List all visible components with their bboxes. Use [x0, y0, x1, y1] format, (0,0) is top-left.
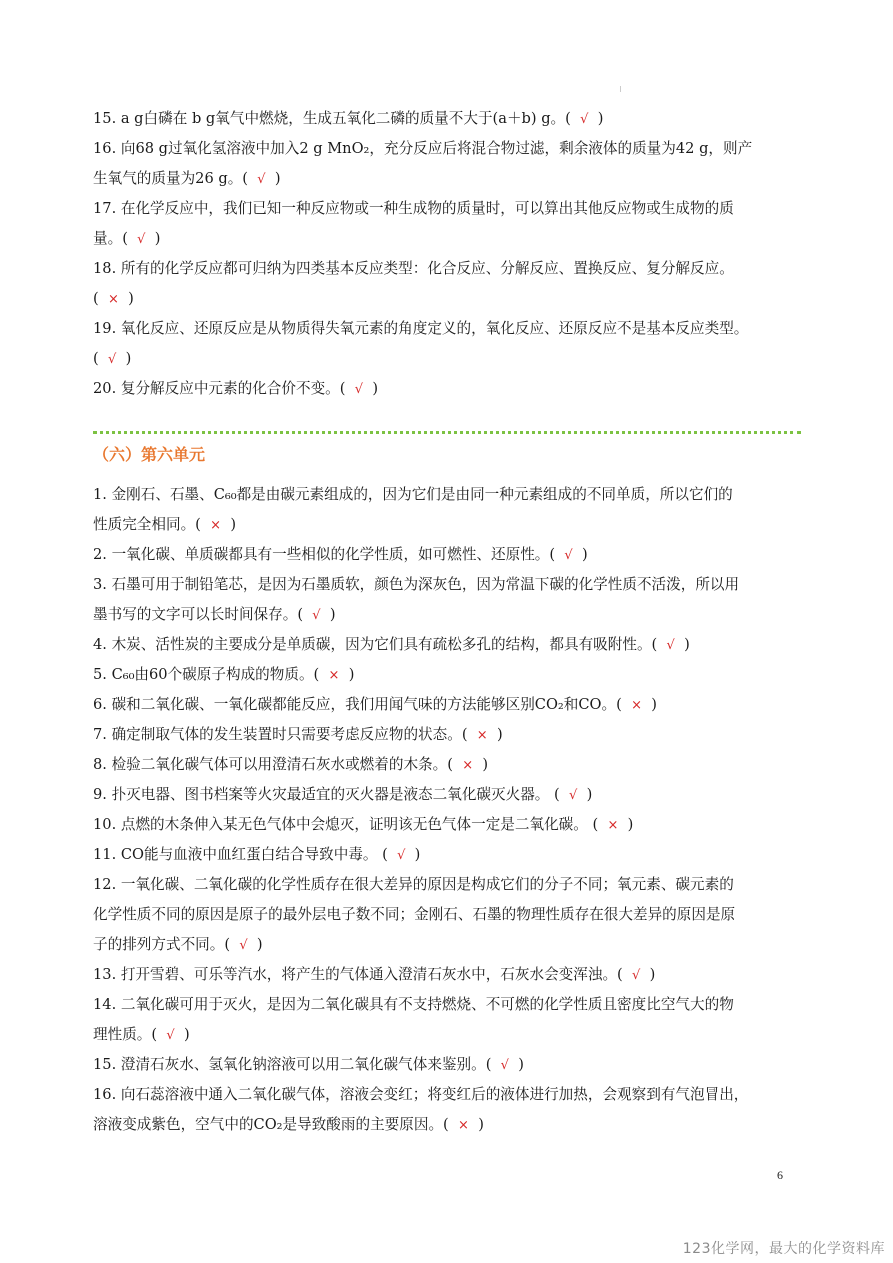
watermark-text: 123化学网，最大的化学资料库 [682, 1241, 885, 1257]
question-text: 9. 扑灭电器、图书档案等火灾最适宜的灭火器是液态二氧化碳灭火器。 ( [93, 786, 560, 803]
question-line [93, 314, 805, 344]
question-line [93, 1080, 805, 1110]
question-line [93, 930, 805, 960]
question-line [93, 960, 805, 990]
page-number: 6 [777, 1168, 783, 1182]
unit-six-questions [93, 480, 805, 1140]
question-line [93, 630, 805, 660]
close-paren: ) [482, 756, 489, 773]
question-text: 11. CO能与血液中血红蛋白结合导致中毒。 ( [93, 846, 388, 863]
question-line [93, 510, 805, 540]
question-line [93, 1050, 805, 1080]
question-line [93, 690, 805, 720]
wrong-mark: × [458, 1118, 469, 1133]
question-line [93, 224, 805, 254]
correct-mark: √ [397, 848, 406, 863]
question-line [93, 164, 805, 194]
question-text: 生氧气的质量为26 g。( [93, 170, 248, 187]
wrong-mark: × [631, 698, 642, 713]
question-line [93, 134, 805, 164]
close-paren: ) [128, 290, 134, 307]
question-text: 16. 向石蕊溶液中通入二氧化碳气体，溶液会变红；将变红后的液体进行加热，会观察到有气泡冒出， [93, 1086, 749, 1103]
question-line [93, 104, 805, 134]
wrong-mark: × [607, 818, 619, 833]
question-text: 17. 在化学反应中，我们已知一种反应物或一种生成物的质量时，可以算出其他反应物或生成物的质 [93, 200, 734, 217]
correct-mark: √ [500, 1058, 509, 1073]
question-line [93, 374, 805, 404]
question-text: 1. 金刚石、石墨、C₆₀都是由碳元素组成的，因为它们是由同一种元素组成的不同单质，所以它们的 [93, 486, 733, 503]
question-text: ( [93, 290, 99, 307]
close-paren: ) [651, 696, 657, 713]
close-paren: ) [183, 1026, 190, 1043]
question-text: 2. 一氧化碳、单质碳都具有一些相似的化学性质，如可燃性、还原性。( [93, 546, 556, 563]
question-line [93, 254, 805, 284]
question-text: 15. 澄清石灰水、氢氧化钠溶液可以用二氧化碳气体来鉴别。( [93, 1056, 492, 1073]
question-text: 10. 点燃的木条伸入某无色气体中会熄灭，证明该无色气体一定是二氧化碳。 ( [93, 816, 599, 833]
correct-mark: √ [632, 968, 641, 983]
question-line [93, 780, 805, 810]
close-paren: ) [125, 350, 132, 367]
question-line [93, 344, 805, 374]
question-text: 18. 所有的化学反应都可归纳为四类基本反应类型：化合反应、分解反应、置换反应、复分解反应。 [93, 260, 734, 277]
correct-mark: √ [666, 638, 675, 653]
question-text: 12. 一氧化碳、二氧化碳的化学性质存在很大差异的原因是构成它们的分子不同；氧元素、碳元素的 [93, 876, 734, 893]
question-text: 19. 氧化反应、还原反应是从物质得失氧元素的角度定义的，氧化反应、还原反应不是基本反应类型。 [93, 320, 749, 337]
close-paren: ) [154, 230, 161, 247]
close-paren: ) [518, 1056, 524, 1073]
close-paren: ) [627, 816, 634, 833]
close-paren: ) [274, 170, 281, 187]
close-paren: ) [496, 726, 503, 743]
scan-speck [620, 86, 621, 92]
correct-mark: √ [580, 112, 589, 127]
correct-mark: √ [239, 938, 248, 953]
question-text: 量。( [93, 230, 128, 247]
question-line [93, 750, 805, 780]
close-paren: ) [597, 110, 604, 127]
close-paren: ) [684, 636, 690, 653]
question-text: 7. 确定制取气体的发生装置时只需要考虑反应物的状态。( [93, 726, 468, 743]
question-line [93, 870, 805, 900]
question-line [93, 284, 805, 314]
question-line [93, 540, 805, 570]
question-text: 化学性质不同的原因是原子的最外层电子数不同；金刚石、石墨的物理性质存在很大差异的原因是原 [93, 906, 736, 923]
question-line [93, 1020, 805, 1050]
close-paren: ) [586, 786, 593, 803]
correct-mark: √ [312, 608, 321, 623]
close-paren: ) [581, 546, 588, 563]
question-text: 性质完全相同。( [93, 516, 201, 533]
question-text: 6. 碳和二氧化碳、一氧化碳都能反应，我们用闻气味的方法能够区别CO₂和CO。( [93, 696, 622, 713]
question-line [93, 570, 805, 600]
close-paren: ) [348, 666, 355, 683]
section-divider [93, 431, 801, 434]
question-text: ( [93, 350, 99, 367]
wrong-mark: × [328, 668, 340, 683]
question-text: 5. C₆₀由60个碳原子构成的物质。( [93, 666, 320, 683]
wrong-mark: × [107, 292, 119, 307]
question-text: 理性质。( [93, 1026, 158, 1043]
correct-mark: √ [569, 788, 578, 803]
question-text: 子的排列方式不同。( [93, 936, 231, 953]
close-paren: ) [478, 1116, 484, 1133]
question-line [93, 720, 805, 750]
correct-mark: √ [107, 352, 117, 367]
question-text: 15. a g白磷在 b g氧气中燃烧，生成五氧化二磷的质量不大于(a＋b) g。( [93, 110, 571, 127]
previous-unit-questions [93, 104, 805, 404]
question-line [93, 194, 805, 224]
close-paren: ) [256, 936, 263, 953]
question-line [93, 900, 805, 930]
wrong-mark: × [210, 518, 222, 533]
question-line [93, 660, 805, 690]
question-line [93, 810, 805, 840]
correct-mark: √ [257, 172, 266, 187]
question-line [93, 840, 805, 870]
close-paren: ) [372, 380, 379, 397]
question-text: 4. 木炭、活性炭的主要成分是单质碳，因为它们具有疏松多孔的结构，都具有吸附性。( [93, 636, 658, 653]
question-text: 13. 打开雪碧、可乐等汽水，将产生的气体通入澄清石灰水中，石灰水会变浑浊。( [93, 966, 623, 983]
question-line [93, 1110, 805, 1140]
question-text: 墨书写的文字可以长时间保存。( [93, 606, 304, 623]
close-paren: ) [649, 966, 656, 983]
correct-mark: √ [564, 548, 573, 563]
question-line [93, 480, 805, 510]
wrong-mark: × [476, 728, 488, 743]
close-paren: ) [230, 516, 237, 533]
question-text: 14. 二氧化碳可用于灭火，是因为二氧化碳具有不支持燃烧、不可燃的化学性质且密度比空气大的物 [93, 996, 734, 1013]
correct-mark: √ [137, 232, 146, 247]
question-text: 溶液变成紫色，空气中的CO₂是导致酸雨的主要原因。( [93, 1116, 449, 1133]
question-text: 20. 复分解反应中元素的化合价不变。( [93, 380, 346, 397]
question-text: 8. 检验二氧化碳气体可以用澄清石灰水或燃着的木条。( [93, 756, 453, 773]
wrong-mark: × [462, 758, 474, 773]
close-paren: ) [414, 846, 421, 863]
question-line [93, 990, 805, 1020]
section-heading: （六）第六单元 [93, 445, 206, 464]
question-text: 16. 向68 g过氧化氢溶液中加入2 g MnO₂，充分反应后将混合物过滤，剩余液体的质量为42 g，则产 [93, 140, 753, 157]
question-line [93, 600, 805, 630]
correct-mark: √ [354, 382, 364, 397]
correct-mark: √ [166, 1028, 175, 1043]
question-text: 3. 石墨可用于制铅笔芯，是因为石墨质软，颜色为深灰色，因为常温下碳的化学性质不活泼，所以用 [93, 576, 740, 593]
close-paren: ) [329, 606, 336, 623]
